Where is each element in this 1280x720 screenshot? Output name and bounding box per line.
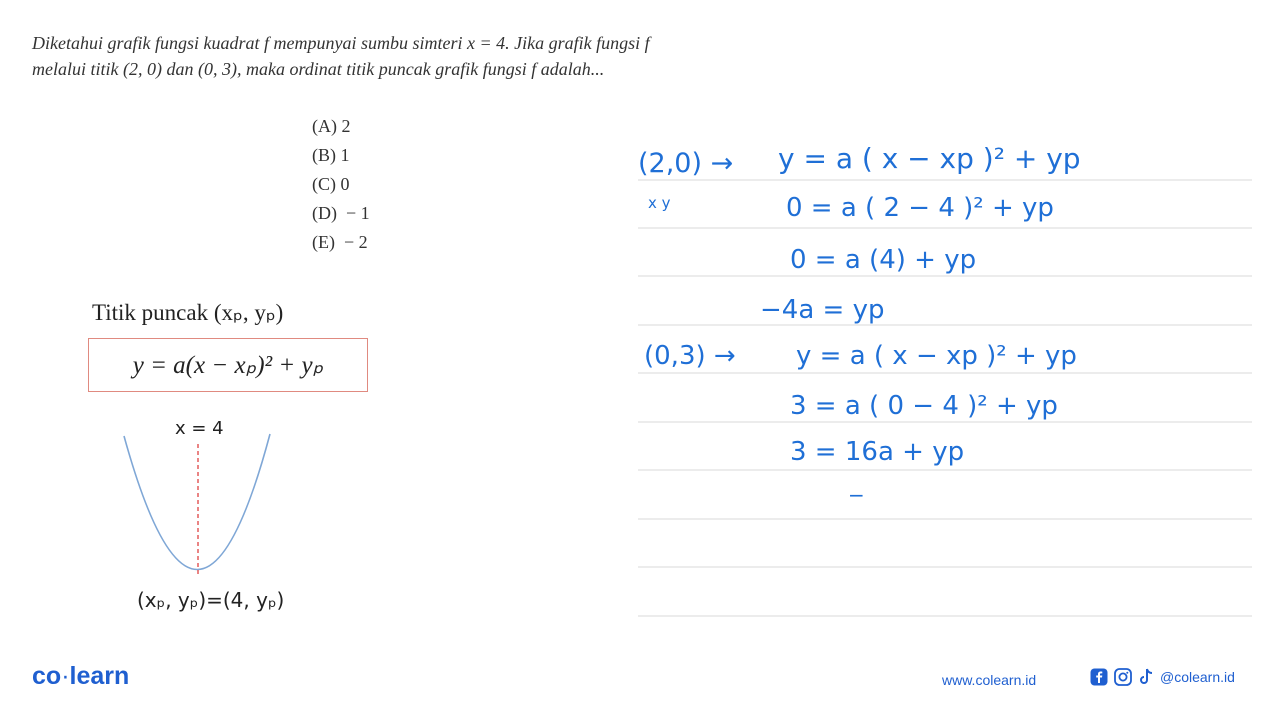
option-d: (D) − 1 (312, 203, 370, 223)
work-line-3: 0 = a (4) + yp (790, 245, 977, 275)
vertex-coordinate: (xₚ, yₚ)=(4, yₚ) (137, 588, 285, 612)
social-handle[interactable]: @colearn.id (1160, 669, 1235, 685)
symmetry-axis-label: x = 4 (175, 418, 224, 439)
question-line-1: Diketahui grafik fungsi kuadrat f mempunyai sumbu simteri x = 4. Jika grafik fungsi f (32, 33, 650, 53)
work-line-6: 3 = a ( 0 − 4 )² + yp (790, 391, 1058, 421)
work-point-2: (0,3) → (644, 341, 736, 371)
logo-right: learn (69, 662, 130, 690)
social-links (1090, 668, 1235, 686)
tiktok-icon[interactable] (1138, 668, 1154, 686)
work-line-2: 0 = a ( 2 − 4 )² + yp (786, 193, 1054, 223)
parabola-figure (110, 414, 290, 584)
instagram-icon[interactable] (1114, 668, 1132, 686)
colearn-logo (32, 662, 129, 691)
question-text (32, 30, 832, 82)
question-line-2: melalui titik (2, 0) dan (0, 3), maka ordinat titik puncak grafik fungsi f adalah... (32, 59, 605, 79)
vertex-formula: y = a(x − xₚ)² + yₚ (132, 352, 324, 379)
work-line-7: 3 = 16a + yp (790, 437, 965, 467)
work-xy-note: x y (648, 194, 671, 212)
work-line-1: y = a ( x − xp )² + yp (778, 142, 1081, 175)
option-a: (A) 2 (312, 116, 351, 136)
website-link[interactable]: www.colearn.id (942, 672, 1037, 688)
handwritten-work (638, 130, 1252, 630)
option-c: (C) 0 (312, 174, 350, 194)
vertex-label: Titik puncak (xₚ, yₚ) (92, 300, 284, 325)
answer-options (312, 112, 370, 257)
parabola-curve (124, 434, 270, 570)
formula-box (88, 338, 368, 392)
logo-dot: · (61, 662, 70, 690)
work-line-8: − (848, 483, 865, 507)
work-line-4: −4a = yp (760, 295, 885, 325)
logo-left: co (32, 662, 62, 690)
facebook-icon[interactable] (1090, 668, 1108, 686)
work-point-1: (2,0) → (638, 148, 734, 179)
option-e: (E) − 2 (312, 232, 368, 252)
work-line-5: y = a ( x − xp )² + yp (796, 341, 1077, 371)
option-b: (B) 1 (312, 145, 350, 165)
